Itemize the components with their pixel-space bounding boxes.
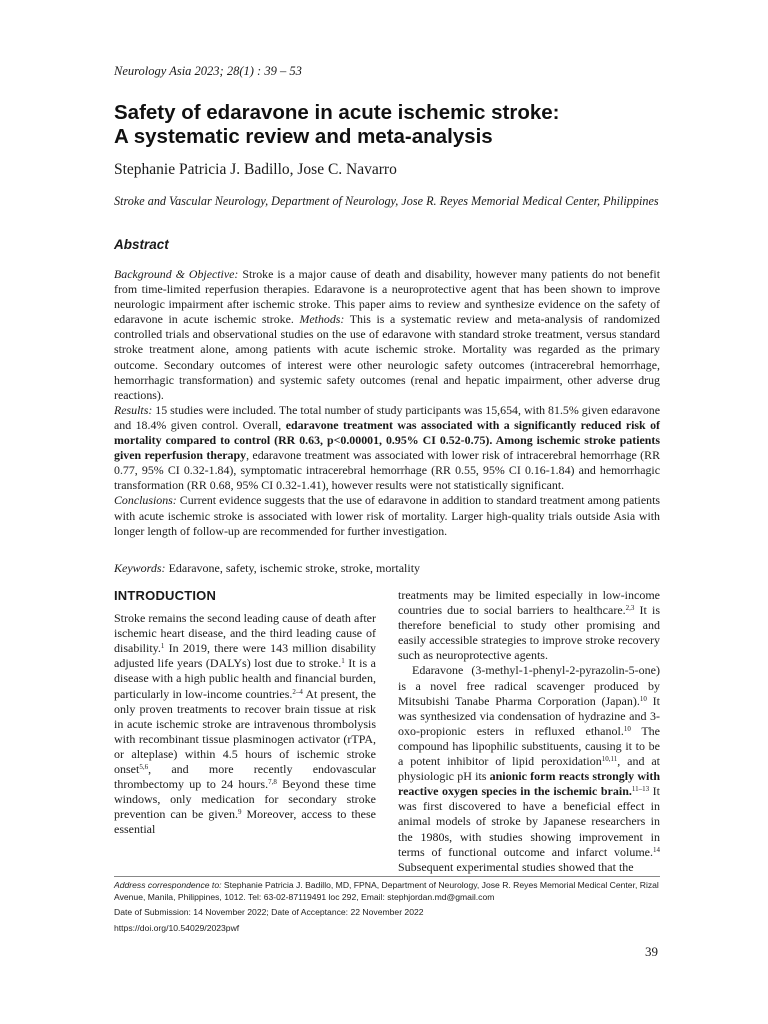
- text-run: It is therefore beneficial to study other promising and easily accessible strategies to improve stroke recovery such as neuroprotective agents.: [398, 603, 660, 663]
- footnote-divider: [114, 876, 660, 877]
- left-column: [114, 588, 376, 838]
- text-run: At present, the only proven treatments to recover brain tissue at risk in acute ischemic stroke are intravenous thrombolysis with recombinant tissue plasminogen activator (rTPA, or alteplase) within 4.5 hours of ischemic stroke onset: [114, 686, 376, 777]
- abstract-background-methods: [114, 267, 660, 403]
- results-highlight: edaravone treatment was associated with a significantly reduced risk of mortality compared to control (RR 0.63, p<0.00001, 0.95% CI 0.52-0.75). Among ischemic stroke patients given reperfusion therapy: [114, 417, 660, 463]
- text-run: Edaravone (3-methyl-1-phenyl-2-pyrazolin-5-one) is a novel free radical scavenger produced by Mitsubishi Tanabe Pharma Corporation (Japan).: [398, 663, 660, 708]
- citation-ref: 10,11: [601, 755, 618, 764]
- text-run: Beyond these time windows, only medication for secondary stroke prevention can be given.: [114, 777, 376, 822]
- keywords-text: Edaravone, safety, ischemic stroke, stroke, mortality: [165, 561, 421, 575]
- text-run: The compound has lipophilic substituents, causing it to be a potent inhibitor of lipid peroxidation: [398, 723, 660, 769]
- abstract-heading: Abstract: [114, 237, 169, 252]
- intro-paragraph-2: [398, 663, 660, 874]
- background-label: Background & Objective:: [114, 267, 239, 281]
- correspondence-label: Address correspondence to:: [114, 880, 222, 890]
- abstract-body: [114, 267, 660, 539]
- citation-ref: 1: [160, 642, 165, 651]
- citation-ref: 9: [237, 808, 242, 817]
- correspondence-note: [114, 880, 660, 903]
- journal-citation: Neurology Asia 2023; 28(1) : 39 – 53: [114, 64, 302, 78]
- text-run: Subsequent experimental studies showed that the: [398, 859, 634, 874]
- highlight-run: anionic form reacts strongly with reactive oxygen species in the ischemic brain.: [398, 769, 660, 799]
- text-run: , and more recently endovascular thrombectomy up to 24 hours.: [114, 762, 376, 792]
- text-run: , and at physiologic pH its: [398, 754, 660, 784]
- citation-ref: 14: [653, 845, 660, 854]
- text-run: It is a disease with a high public health and financial burden, particularly in low-income countries.: [114, 656, 376, 701]
- citation-ref: 10: [623, 724, 631, 733]
- author-affiliation: Stroke and Vascular Neurology, Department of Neurology, Jose R. Reyes Memorial Medical Center, Philippines: [114, 194, 659, 208]
- page-number: 39: [645, 944, 658, 959]
- text-run: Stroke remains the second leading cause of death after ischemic heart disease, and the third leading cause of disability.: [114, 611, 376, 656]
- abstract-results: [114, 403, 660, 494]
- citation-ref: 7,8: [268, 778, 277, 787]
- citation-ref: 5,6: [139, 763, 149, 772]
- intro-paragraph-1-part-2: [398, 588, 660, 663]
- background-text: Stroke is a major cause of death and disability, however many patients do not benefit from time-limited reperfusion therapies. Edaravone is a neuroprotective agent that has been shown to improve neurologic impairment after ischemic stroke. This paper aims to review and synthesize evidence on the safety of edaravone in acute ischemic stroke.: [114, 267, 660, 327]
- right-column: [398, 588, 660, 875]
- citation-ref: 2–4: [292, 687, 303, 696]
- results-label: Results:: [114, 402, 153, 417]
- text-run: It was synthesized via condensation of hydrazine and 3-oxo-propionic esters in refluxed ethanol.: [398, 693, 660, 738]
- correspondence-text: Stephanie Patricia J. Badillo, MD, FPNA, Department of Neurology, Jose R. Reyes Memorial Medical Center, Rizal Avenue, Manila, Philippines, 1012. Tel: 63-02-87119491 loc 292, Email: stephjordan.md@gmail.com: [114, 880, 659, 902]
- keywords: [114, 561, 660, 576]
- citation-ref: 1: [341, 657, 345, 666]
- results-text-1: 15 studies were included. The total number of study participants was 15,654, with 81.5% given edaravone and 18.4% given control. Overall,: [114, 402, 660, 432]
- author-list: Stephanie Patricia J. Badillo, Jose C. Navarro: [114, 161, 397, 178]
- introduction-heading: INTRODUCTION: [114, 588, 217, 603]
- paper-title: [114, 101, 674, 149]
- results-text-2: , edaravone treatment was associated with lower risk of intracerebral hemorrhage (RR 0.77, 95% CI 0.32-1.84), symptomatic intracerebral hemorrhage (RR 0.55, 95% CI 0.16-1.84) and hemorrhagic transformation (RR 0.68, 95% CI 0.32-1.41), however results were not statistically significant.: [114, 448, 660, 493]
- keywords-label: Keywords:: [114, 561, 166, 575]
- citation-ref: 10: [639, 694, 647, 703]
- text-run: In 2019, there were 143 million disability adjusted life years (DALYs) lost due to stroke.: [114, 641, 376, 671]
- title-line-1: Safety of edaravone in acute ischemic stroke:: [114, 101, 560, 124]
- submission-dates: Date of Submission: 14 November 2022; Date of Acceptance: 22 November 2022: [114, 907, 424, 917]
- citation-ref: 11–13: [631, 785, 650, 794]
- footnotes: [114, 876, 660, 934]
- methods-label: Methods:: [299, 312, 345, 327]
- text-run: treatments may be limited especially in low-income countries due to social barriers to healthcare.: [398, 588, 660, 618]
- text-run: It was first discovered to have a beneficial effect in animal models of stroke by Japanese researchers in the 1980s, with studies showing improvement in terms of functional outcome and infarct volume.: [398, 784, 660, 859]
- doi-link[interactable]: https://doi.org/10.54029/2023pwf: [114, 922, 240, 933]
- abstract-conclusions: [114, 493, 660, 538]
- title-line-2: A systematic review and meta-analysis: [114, 125, 493, 148]
- conclusions-label: Conclusions:: [114, 493, 177, 508]
- citation-ref: 2,3: [625, 604, 635, 613]
- methods-text: This is a systematic review and meta-analysis of randomized controlled trials and observational studies on the use of edaravone with standard stroke treatment, versus standard stroke treatment alone, among patients with acute ischemic stroke. Mortality was regarded as the primary outcome. Secondary outcomes of interest were other neurologic safety outcomes (intracerebral hemorrhage, hemorrhagic transformation) and systemic safety outcomes (renal and hepatic impairment, other adverse drug reactions).: [114, 312, 660, 402]
- text-run: Moreover, access to these essential: [114, 807, 376, 837]
- conclusions-text: Current evidence suggests that the use of edaravone in addition to standard treatment among patients with acute ischemic stroke is associated with lower risk of mortality. Larger high-quality trials outside Asia with longer length of follow-up are recommended for further investigation.: [114, 493, 660, 538]
- intro-paragraph-1-part-1: [114, 611, 376, 837]
